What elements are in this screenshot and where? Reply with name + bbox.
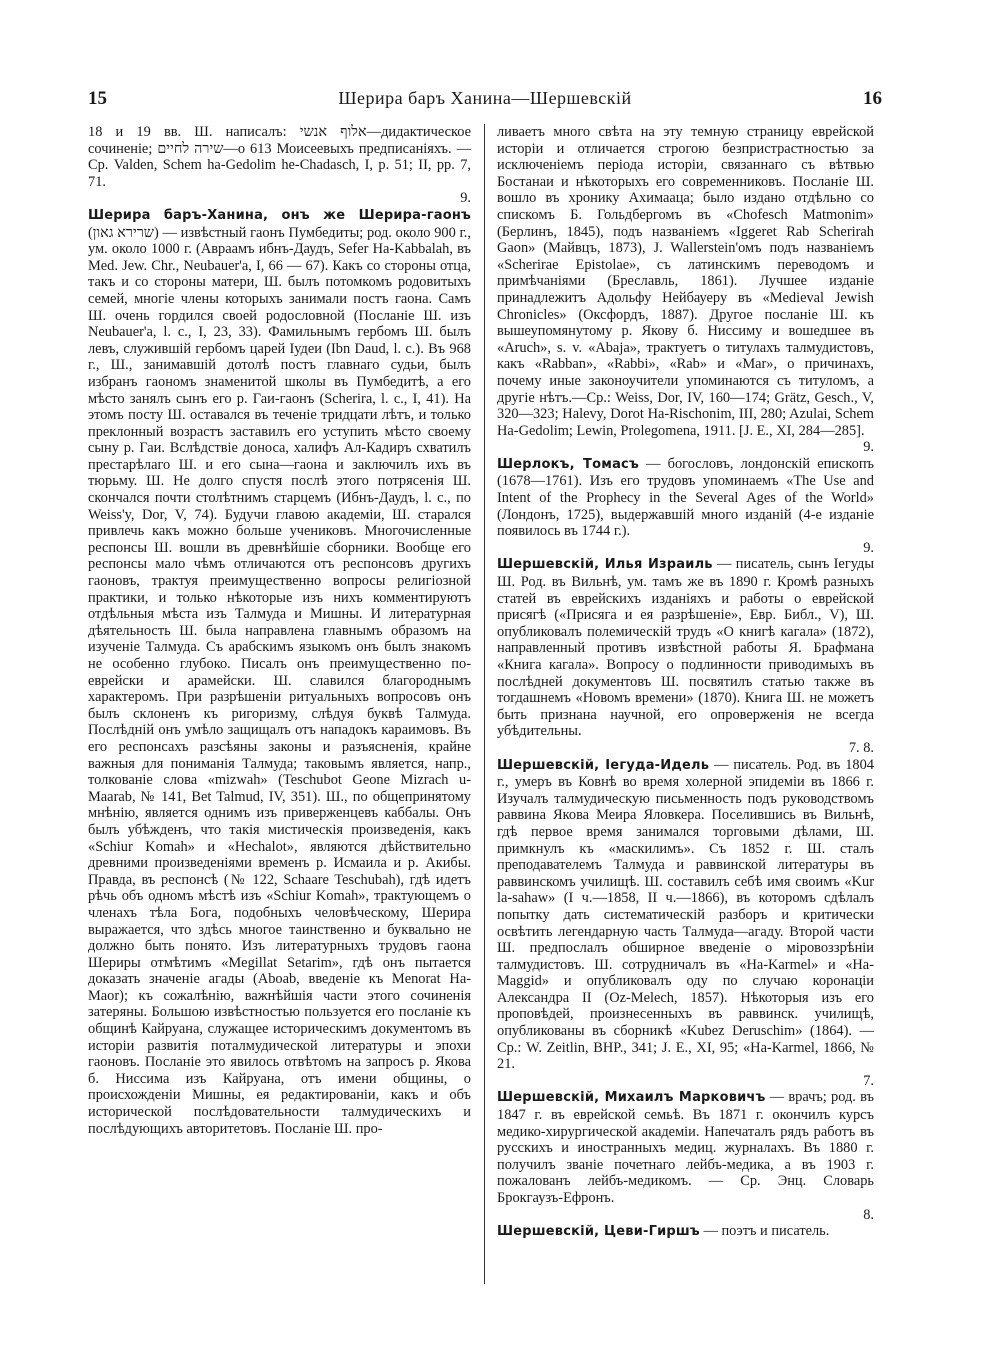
author-signature: 7. [863, 1072, 874, 1089]
continued-entry [497, 124, 874, 456]
entry-text: — поэтъ и писатель. [703, 1223, 830, 1240]
page-header [88, 88, 882, 116]
entry-shershevsky-ilya [497, 556, 874, 756]
entry-sherlock-thomas [497, 456, 874, 557]
entry-sherira-bar-hanina [88, 207, 471, 1137]
entry-heading: Шершевскій, Цеви-Гиршъ [497, 1224, 700, 1240]
entry-heading: Шерлокъ, Томасъ [497, 456, 639, 472]
running-title: Шерира баръ Ханина—Шершевскій [338, 88, 632, 108]
continued-entry-text: 18 и 19 вв. Ш. написалъ: אלוף אנשי—дидактическое сочиненіе; שירה לחיים—о 613 Моисеевыхъ предписаніяхъ. — Ср. Valden, Schem ha-Gedolim he-Chadasch, I, p. 51; II, pp. 7, 71. [88, 124, 471, 190]
right-column [497, 124, 874, 1241]
entry-shershevsky-tsevi [497, 1223, 874, 1241]
entry-heading: Шерира баръ-Ханина, онъ же Шерира-гаонъ [88, 207, 471, 223]
entry-shershevsky-iehuda [497, 757, 874, 1090]
entry-text: — писатель, сынъ Іегуды Ш. Род. въ Вильнѣ, ум. тамъ же въ 1890 г. Кромѣ разныхъ статей въ еврейскихъ изданіяхъ и работы о еврейской присягѣ («Присяга и ея разрѣшеніе», Евр. Библ., V), Ш. опубликовалъ полемическій трудъ «О книгѣ кагала» (1872), направленный противъ извѣстной работы Я. Брафмана «Книга кагала». Вопросу о подлинности приводимыхъ въ послѣдней документовъ Ш. посвятилъ статью также въ тогдашнемъ «Новомъ времени» (1870). Книга Ш. не можетъ быть признана научной, его опроверженія не всегда убѣдительны. [497, 556, 874, 740]
page-number-left: 15 [88, 88, 107, 109]
entry-heading: Шершевскій, Іегуда-Идель [497, 757, 710, 773]
entry-heading: Шершевскій, Михаилъ Марковичъ [497, 1090, 766, 1106]
column-divider [484, 124, 485, 1284]
author-signature: 9. [863, 539, 874, 556]
entry-text: — писатель. Род. въ 1804 г., умеръ въ Ковнѣ во время холерной эпидеміи въ 1866 г. Изучалъ талмудическую письменность подъ руководствомъ раввина Якова Меира Яловкера. Поселившись въ Вильнѣ, гдѣ первое время занимался торговыми дѣлами, Ш. примкнулъ къ «маскилимъ». Съ 1852 г. Ш. сталъ преподавателемъ Талмуда и раввинской литературы въ раввинскомъ училищѣ. Ш. составилъ себѣ имя своимъ «Kur la-sahaw» (I ч.—1858, II ч.—1866), въ которомъ сдѣлалъ попытку дать систематическій разборъ и критически освѣтить легендарную часть Талмуда—агаду. Второй части Ш. предпослалъ обширное введеніе о міровоззрѣніи талмудистовъ. Ш. сотрудничалъ въ «Ha-Karmel» и «Ha-Maggid» и опубликовалъ оду по случаю коронаціи Александра II (Oz-Melech, 1857). Нѣкоторыя изъ его проповѣдей, произнесенныхъ въ раввинск. училищѣ, опубликованы въ сборникѣ «Kubez Deruschim» (1864). — Ср.: W. Zeitlin, BHP., 341; J. E., XI, 95; «Ha-Karmel, 1866, № 21. [497, 756, 874, 1073]
author-signature: 9. [460, 190, 471, 207]
continued-entry-text: ливаетъ много свѣта на эту темную страницу еврейской исторіи и отличается строгою безпристрастностью за исключеніемъ періода исторіи, связаннаго съ вѣтвью Бостанаи и нѣкоторыхъ его современниковъ. Посланіе Ш. вошло въ хронику Ахимааца; было издано отдѣльно со спискомъ Б. Гольдбергомъ въ «Chofesch Matmonim» (Берлинъ, 1845), подъ названіемъ «Iggeret Rab Scherirah Gaon» (Майвцъ, 1873), J. Wallerstein'омъ подъ названіемъ «Scherirae Epistolae», съ латинскимъ переводомъ и примѣчаніями (Бреславль, 1861). Лучшее изданіе принадлежитъ Адольфу Нейбауеру въ «Medieval Jewish Chronicles» (Оксфордъ, 1887). Другое посланіе Ш. къ вышеупомянутому р. Якову б. Ниссиму и вошедшее въ «Aruch», s. v. «Abaja», трактуетъ о титулахъ талмудистовъ, какъ «Rabban», «Rabbi», «Rab» и «Mar», о причинахъ, почему иные законоучители упоминаются съ титуломъ, а другіе нѣтъ.—Ср.: Weiss, Dor, IV, 160—174; Grätz, Gesch., V, 320—323; Halevy, Dorot Ha-Rischonim, III, 280; Azulai, Schem Ha-Gedolim; Lewin, Prolegomena, 1911. [J. E., XI, 284—285]. [497, 124, 874, 439]
entry-heading: Шершевскій, Илья Израиль [497, 557, 713, 573]
page-number-right: 16 [862, 88, 882, 109]
author-signature: 7. 8. [848, 739, 874, 756]
author-signature: 8. [863, 1206, 874, 1223]
entry-text: — врачъ; род. въ 1847 г. въ еврейской семьѣ. Въ 1871 г. окончилъ курсъ медико-хирургической академіи. Напечаталъ рядъ работъ въ русскихъ и иностранныхъ медиц. журналахъ. Въ 1880 г. получилъ званіе почетнаго лейбъ-медика, а въ 1903 г. пожалованъ лейбъ-медикомъ. — Ср. Энц. Словарь Брокгаузъ-Ефронъ. [497, 1089, 874, 1206]
author-signature: 9. [863, 439, 874, 456]
entry-shershevsky-mikhail [497, 1089, 874, 1223]
continued-entry [88, 124, 471, 207]
entry-text: (שרירא גאון) — извѣстный гаонъ Пумбедиты; род. около 900 г., ум. около 1000 г. (Авраамъ ибнъ-Даудъ, Sefer Ha-Kabbalah, въ Med. Jew. Chr., Neubauer'a, I, 66 — 67). Какъ со стороны отца, такъ и со стороны матери, Ш. былъ потомкомъ родовитыхъ семей, многіе члены которыхъ занимали постъ гаона. Самъ Ш. очень гордился своей родословной (Посланіе Ш. изъ Neubauer'a, l. c., I, 23, 33). Фамильнымъ гербомъ Ш. былъ левъ, служившій гербомъ царей Іудеи (Ibn Daud, l. c.). Въ 968 г., Ш., занимавшій дотолѣ постъ главнаго судьи, былъ избранъ гаономъ знаменитой школы въ Пумбедитѣ, а его мѣсто занялъ сынъ его р. Гаи-гаонъ (Scherira, l. c., I, 41). На этомъ посту Ш. оставался въ теченіе тридцати лѣтъ, и только преклонный возрастъ заставилъ его уступить мѣсто своему сыну р. Гаи. Вслѣдствіе доноса, халифъ Ал-Кадиръ схватилъ престарѣлаго Ш. и его сына—гаона и заключилъ ихъ въ тюрьму. Ш. Не долго спустя послѣ этого потрясенія Ш. скончался почти столѣтнимъ старцемъ (Ибнъ-Даудъ, l. c., по Weiss'y, Dor, V, 74). Будучи главою академіи, Ш. старался привлечь какъ можно больше учениковъ. Многочисленные респонсы Ш. вошли въ древнѣйшіе сборники. Вообще его респонсы мало чѣмъ отличаются отъ респонсовъ другихъ гаоновъ, трактуя преимущественно вопросы религіозной практики, и только нѣкоторые изъ нихъ комментируютъ отдѣльныя мѣста изъ Талмуда и Мишны. И литературная дѣятельность Ш. была направлена главнымъ образомъ на изученіе Талмуда. Съ арабскимъ языкомъ онъ былъ знакомъ не особенно глубоко. Писалъ онъ преимущественно по-еврейски и арамейски. Ш. славился благороднымъ характеромъ. При разрѣшеніи ритуальныхъ вопросовъ онъ былъ склоненъ къ ригоризму, слѣдуя буквѣ Талмуда. Послѣдній онъ умѣло защищалъ отъ нападокъ караимовъ. Въ его респонсахъ разсѣяны законы и разъясненія, крайне важныя для пониманія Талмуда; таковымъ является, напр., толкованіе слова «mizwah» (Teschubot Geone Mizrach u-Maarab, № 141, Bet Talmud, IV, 351). Ш., по общепринятому мнѣнію, является однимъ изъ приверженцевъ каббалы. Онъ былъ убѣжденъ, что такія мистическія произведенія, какъ «Schiur Komah» и «Hechalot», являются дѣйствительно древними произведеніями временъ р. Исмаила и р. Акибы. Правда, въ респонсѣ (№ 122, Schaare Teschubah), гдѣ идетъ рѣчь объ одномъ мѣстѣ изъ «Schiur Komah», трактующемъ о членахъ тѣла Бога, подобныхъ человѣческому, Шерира выражается, что здѣсь многое таинственно и буквально не должно быть понято. Изъ литературныхъ трудовъ гаона Шериры отмѣтимъ «Megillat Setarim», гдѣ онъ пытается доказать значеніе агады (Aboab, введеніе къ Menorat Ha-Maor); къ сожалѣнію, важнѣйшія части этого сочиненія затеряны. Большою извѣстностью пользуется его посланіе къ общинѣ Кайруана, служащее историческимъ документомъ въ исторіи развитія поталмудической литературы и эпохи гаоновъ. Посланіе это явилось отвѣтомъ на запросъ р. Якова б. Ниссима изъ Кайруана, отъ имени общины, о происхожденіи Мишны, ея редактированіи, какъ и объ исторической послѣдовательности талмудическихъ и послѣдующихъ авторитетовъ. Посланіе Ш. про- [88, 224, 471, 1137]
entry-text: — богословъ, лондонскій епископъ (1678—1761). Изъ его трудовъ упоминаемъ «The Use and Intent of the Prophecy in the Several Ages of the World» (Лондонъ, 1725), выдержавшій много изданій (4-е изданіе появилось въ 1744 г.). [497, 455, 874, 540]
left-column [88, 124, 471, 1137]
